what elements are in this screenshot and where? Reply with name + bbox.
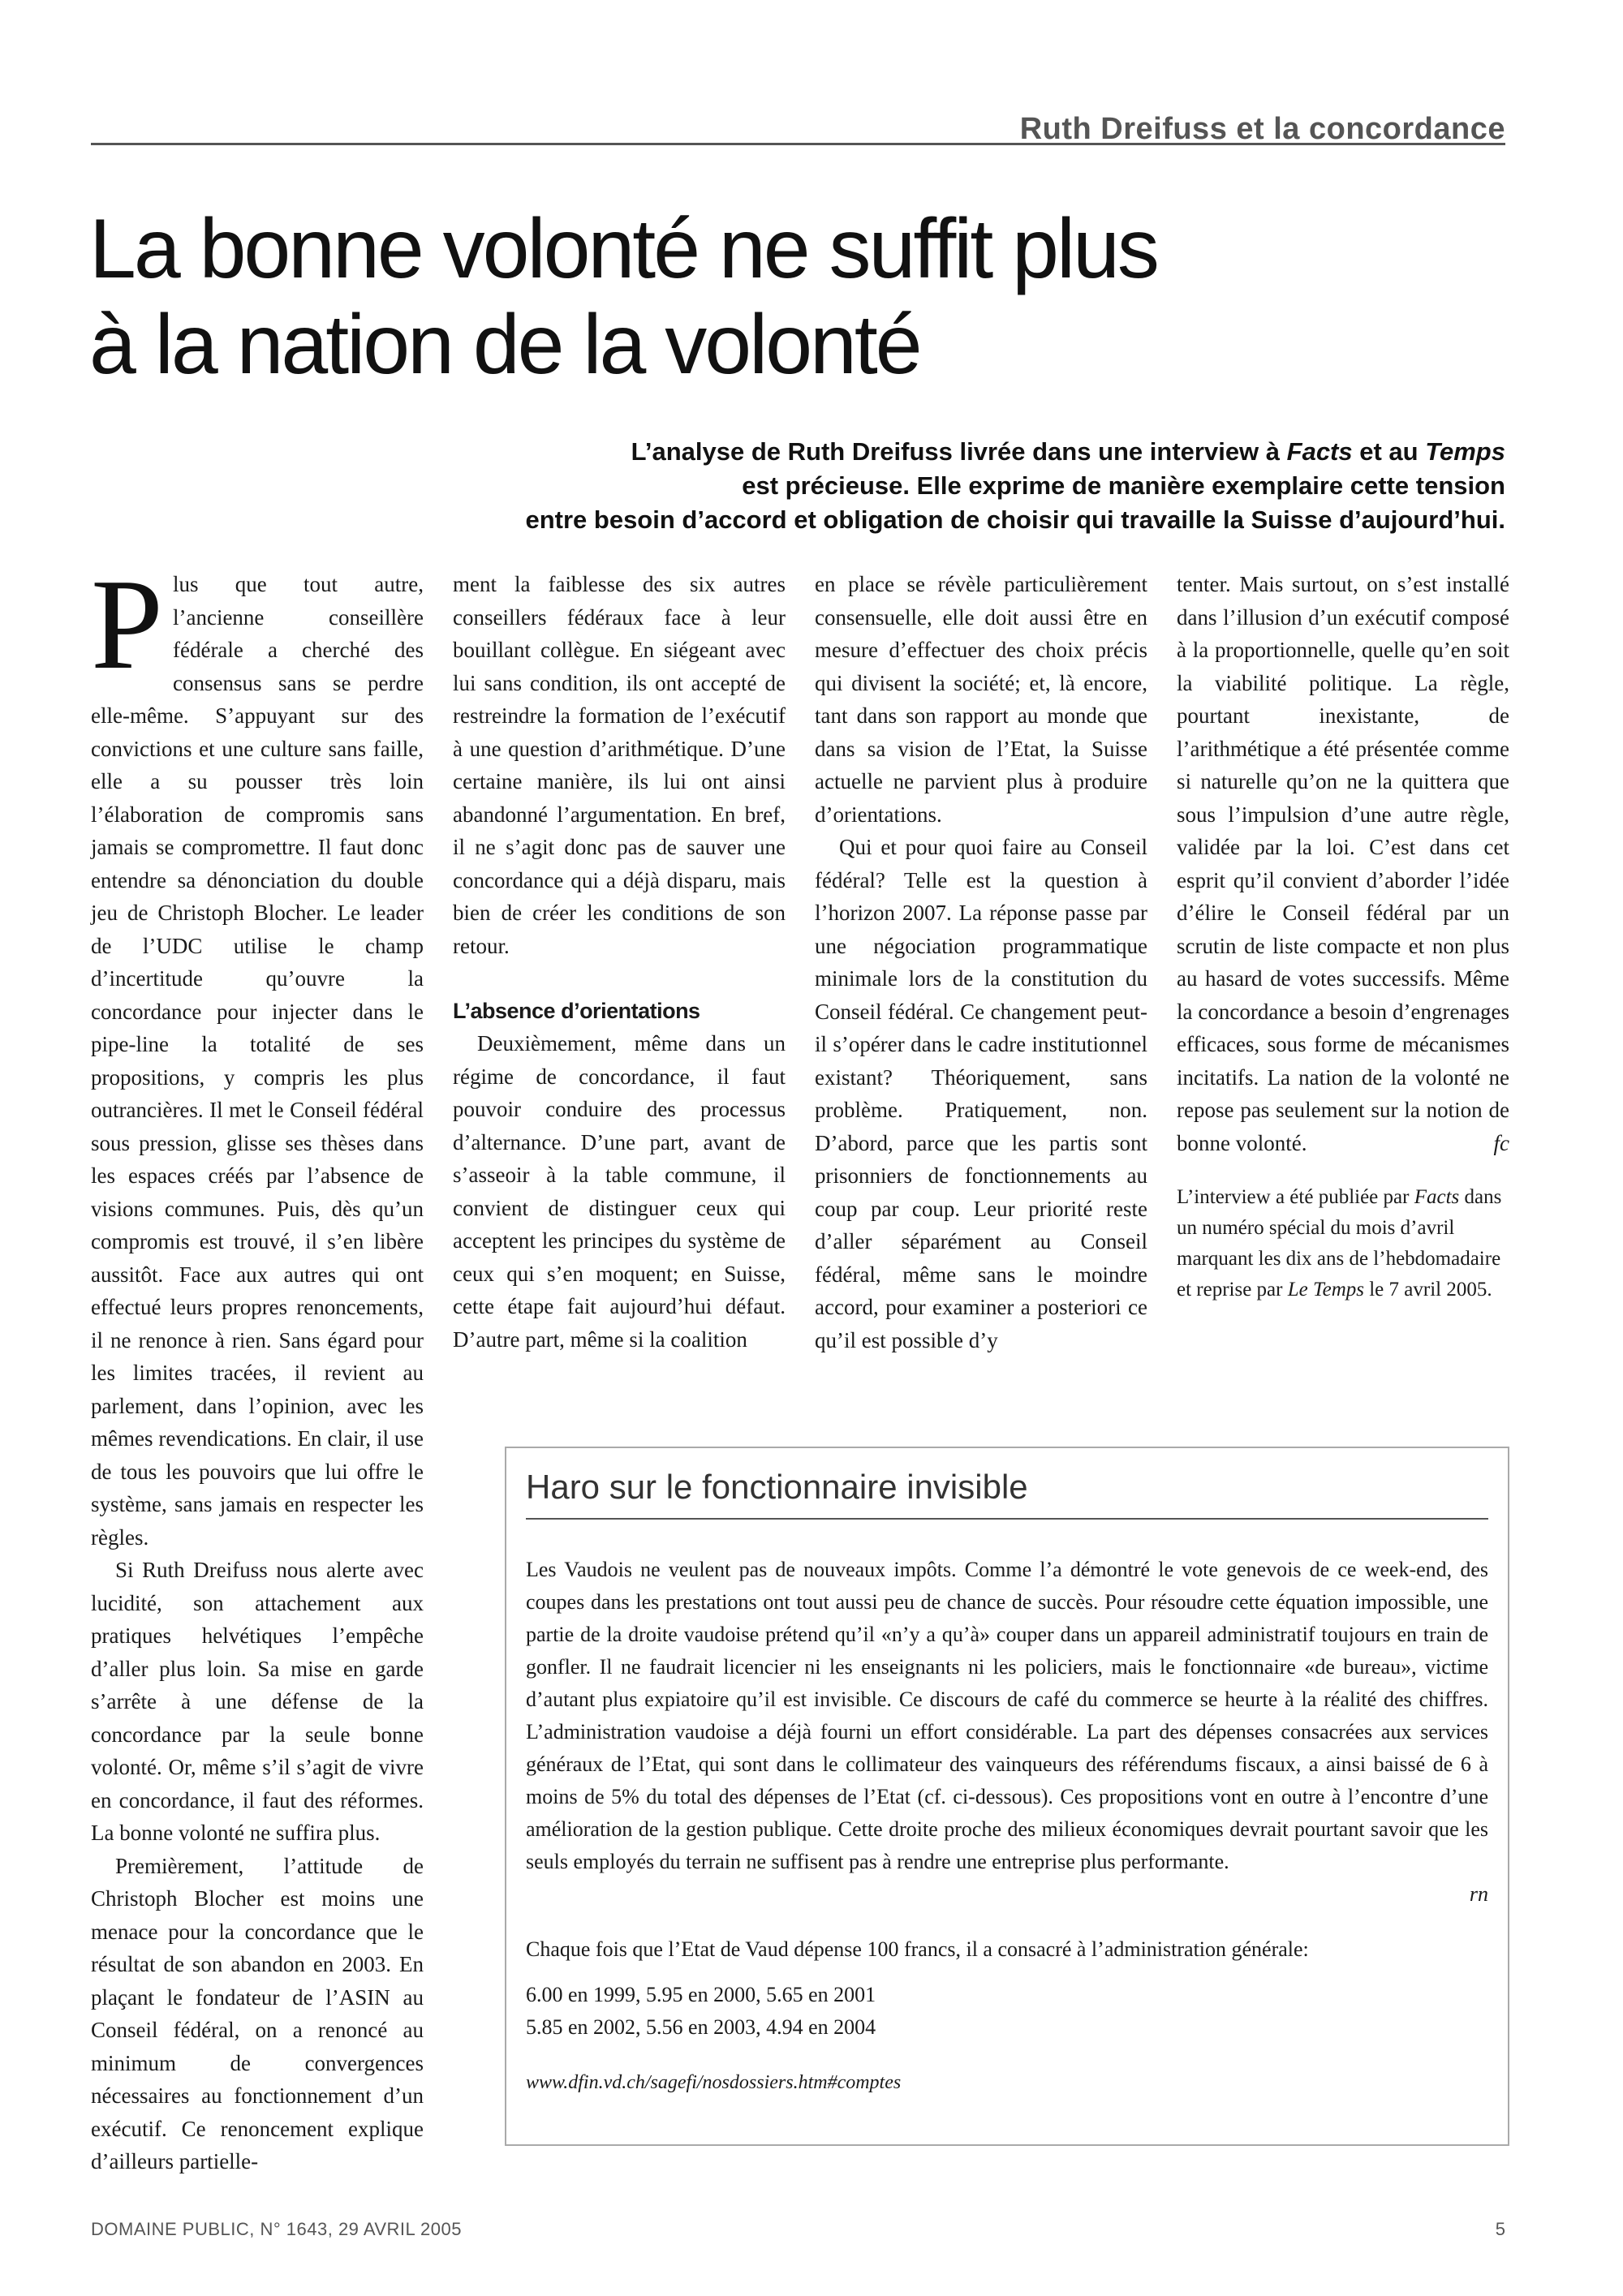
headline-line-2: à la nation de la volonté — [89, 298, 920, 392]
subheading: L’absence d’orientations — [453, 999, 700, 1023]
body-paragraph — [91, 552, 424, 1554]
lead-facts: Facts — [1286, 437, 1353, 466]
note-text: L’interview a été publiée par — [1177, 1186, 1414, 1208]
body-paragraph — [1177, 568, 1509, 1159]
note-text: dans un numéro spécial du mois d’avril marquant les dix ans de l’hebdomadaire et reprise par — [1177, 1186, 1502, 1301]
box-paragraph: Les Vaudois ne veulent pas de nouveaux impôts. Comme l’a démontré le vote genevois de ce week-end, des coupes dans les prestations ont tout aussi peu de chance de succès. Pour résoudre cette équation impossible, une partie de la droite vaudoise prétend qu’il «n’y a qu’à» couper dans un appareil administratif toujours en train de gonfler. Il ne faudrait licencier ni les enseignants ni les policiers, mais le fonctionnaire «de bureau», victime d’autant plus expiatoire qu’il est invisible. Ce discours de café du commerce se heurte à la réalité des chiffres. L’administration vaudoise a déjà fourni un effort considérable. La part des dépenses consacrées aux services généraux de l’Etat, qui sont dans le collimateur des vainqueurs des référendums fiscaux, a ainsi baissé de 6 à moins de 5% du total des dépenses de l’Etat (cf. ci-dessous). Ces propositions vont en outre à l’encontre d’une amélioration de la gestion publique. Cette droite proche des milieux économiques devrait pourtant savoir que les seuls employés du terrain ne suffisent pas à rendre une entreprise plus performante. — [526, 1558, 1488, 1873]
article-column-3 — [815, 568, 1147, 1357]
body-paragraph: Si Ruth Dreifuss nous alerte avec lucidité, son attachement aux pratiques helvétiques l’empêche d’aller plus loin. Sa mise en garde s’arrête à une défense de la concordance par la seule bonne volonté. Or, même s’il s’agit de vivre en concordance, il faut des réformes. La bonne volonté ne suffira plus. — [91, 1558, 424, 1845]
article-column-1 — [91, 552, 424, 2178]
headline-line-1: La bonne volonté ne suffit plus — [89, 202, 1157, 296]
lead-line-3: entre besoin d’accord et obligation de choisir qui travaille la Suisse d’aujourd’hui. — [525, 505, 1505, 534]
body-paragraph: Qui et pour quoi faire au Conseil fédéral? Telle est la question à l’horizon 2007. La réponse passe par une négociation programmatique minimale lors de la constitution du Conseil fédéral. Ce changement peut-il s’opérer dans le cadre institutionnel existant? Théoriquement, sans problème. Pratiquement, non. D’abord, parce que les partis sont prisonniers de fonctionnements au coup par coup. Leur priorité reste d’aller séparément au Conseil fédéral, même sans le moindre accord, pour examiner a posteriori ce qu’il est possible d’y — [815, 835, 1147, 1352]
lead-paragraph — [207, 435, 1505, 537]
box-figures-1: 6.00 en 1999, 5.95 en 2000, 5.65 en 2001 — [526, 1983, 876, 2006]
note-temps: Le Temps — [1287, 1279, 1364, 1301]
lead-line-2: est précieuse. Elle exprime de manière exemplaire cette tension — [742, 471, 1505, 500]
article-column-4 — [1177, 568, 1509, 1305]
lead-text: L’analyse de Ruth Dreifuss livrée dans une interview à — [631, 437, 1287, 466]
body-paragraph: en place se révèle particulièrement consensuelle, elle doit aussi être en mesure d’effectuer des choix précis qui divisent la société; et, là encore, tant dans son rapport au monde que dans sa vision de l’Etat, la Suisse actuelle ne parvient plus à produire d’orientations. — [815, 572, 1147, 827]
body-paragraph: Premièrement, l’attitude de Christoph Blocher est moins une menace pour la concordance que le résultat de son abandon en 2003. En plaçant le fondateur de l’ASIN au Conseil fédéral, on a renoncé au minimum de convergences nécessaires au fonctionnement d’un exécutif. Ce renoncement explique d’ailleurs partielle- — [91, 1853, 424, 2173]
section-label: Ruth Dreifuss et la concordance — [1019, 112, 1505, 146]
box-title: Haro sur le fonctionnaire invisible — [526, 1468, 1488, 1520]
footer-publication: DOMAINE PUBLIC, N° 1643, 29 AVRIL 2005 — [91, 2219, 463, 2239]
box-url: www.dfin.vd.ch/sagefi/nosdossiers.htm#comptes — [526, 2072, 902, 2093]
body-text: tenter. Mais surtout, on s’est installé dans l’illusion d’un exécutif composé à la proportionnelle, quelle qu’en soit la viabilité politique. La règle, pourtant inexistante, de l’arithmétique a été présentée comme si naturelle qu’on ne la quittera que sous l’impulsion d’une autre règle, validée par la loi. C’est dans cet esprit qu’il convient d’aborder l’idée d’élire le Conseil fédéral par un scrutin de liste compacte et non plus au hasard de votes successifs. Même la concordance a besoin d’engrenages efficaces, sous forme de mécanismes incitatifs. La nation de la volonté ne repose pas seulement sur la notion de bonne volonté. — [1177, 572, 1509, 1155]
body-paragraph: ment la faiblesse des six autres conseillers fédéraux face à leur bouillant collègue. En siégeant avec lui sans condition, ils ont accepté de restreindre la formation de l’exécutif à une question d’arithmétique. D’une certaine manière, ils lui ont ainsi abandonné l’argumentation. En bref, il ne s’agit donc pas de sauver une concordance qui a déjà disparu, mais bien de créer les conditions de son retour. — [453, 572, 786, 958]
lead-line-1 — [207, 435, 1505, 469]
source-note — [1177, 1182, 1509, 1305]
box-initials: rn — [1469, 1882, 1488, 1906]
page-number: 5 — [1495, 2219, 1505, 2239]
box-intro: Chaque fois que l’Etat de Vaud dépense 100 francs, il a consacré à l’administration générale: — [526, 1937, 1309, 1961]
drop-cap: P — [91, 552, 163, 696]
body-paragraph: Deuxièmement, même dans un régime de concordance, il faut pouvoir conduire des processus d’alternance. D’une part, avant de s’asseoir à la table commune, il convient de distinguer ceux qui acceptent les principes du système de ceux qui s’en moquent; en Suisse, cette étape fait aujourd’hui défaut. D’autre part, même si la coalition — [453, 1031, 786, 1352]
lead-temps: Temps — [1425, 437, 1505, 466]
box-body — [526, 1554, 1488, 2099]
header-rule — [91, 143, 1505, 145]
body-text: lus que tout autre, l’ancienne conseillère fédérale a cherché des consensus sans se perdre elle-même. S’appuyant sur des convictions et une culture sans faille, elle a su pousser très loin l’élaboration de compromis sans jamais se compromettre. Il faut donc entendre sa dénonciation du double jeu de Christoph Blocher. Le leader de l’UDC utilise le champ d’incertitude qu’ouvre la concordance pour injecter dans le pipe-line la totalité de ses propositions, y compris les plus outrancières. Il met le Conseil fédéral sous pression, glisse ses thèses dans les espaces créés par l’absence de visions communes. Puis, dès qu’un compromis est trouvé, il s’en libère aussitôt. Face aux autres qui ont effectué leurs propres renoncements, il ne renonce à rien. Sans égard pour les limites tracées, il revient au parlement, dans l’opinion, avec les mêmes revendications. En clair, il use de tous les pouvoirs que lui offre le système, sans jamais en respecter les règles. — [91, 572, 424, 1550]
article-column-2 — [453, 568, 786, 1356]
headline — [89, 201, 1307, 393]
author-initials: fc — [1493, 1130, 1509, 1155]
box-figures-2: 5.85 en 2002, 5.56 en 2003, 4.94 en 2004 — [526, 2015, 876, 2039]
note-facts: Facts — [1414, 1186, 1460, 1208]
lead-text: et au — [1352, 437, 1426, 466]
note-text: le 7 avril 2005. — [1363, 1279, 1492, 1301]
sidebar-box — [505, 1447, 1509, 2146]
